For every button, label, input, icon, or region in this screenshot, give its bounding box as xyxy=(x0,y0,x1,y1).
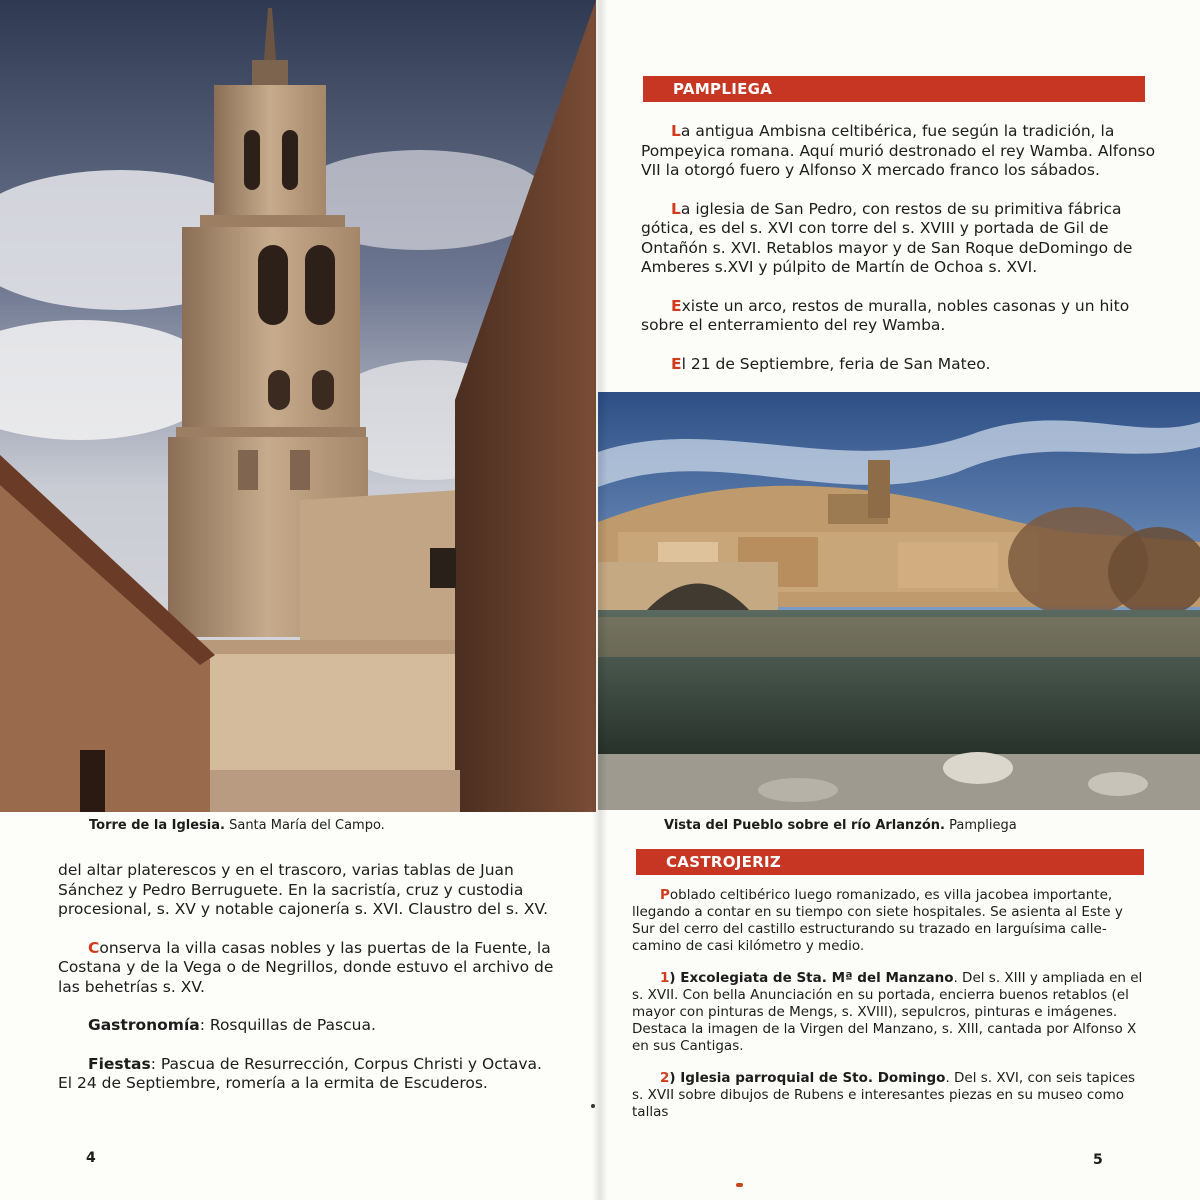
list-item: 1) Excolegiata de Sta. Mª del Manzano. Del s. XIII y ampliada en el s. XVII. Con bella Anunciación en su portada, encierra buenos retablos (el mayor con pinturas de Mengs, s. XVIII), sepulcros, pinturas e imágenes. Destaca la imagen de la Virgen del Manzano, s. XIII, cantada por Alfonso X en sus Cantigas. xyxy=(632,970,1143,1054)
left-body-text xyxy=(58,861,558,1113)
village-river-caption xyxy=(664,818,1017,834)
paragraph: Existe un arco, restos de muralla, nobles casonas y un hito sobre el enterramiento del rey Wamba. xyxy=(641,296,1130,334)
paragraph: del altar platerescos y en el trascoro, varias tablas de Juan Sánchez y Pedro Berruguete. En la sacristía, cruz y custodia procesional, s. XV y notable cajonería s. XVI. Claustro del s. XV. xyxy=(58,861,549,918)
page-gutter xyxy=(592,0,608,1200)
caption-text: Santa María del Campo. xyxy=(224,818,385,833)
caption-text: Pampliega xyxy=(944,818,1017,833)
print-speck xyxy=(591,1104,595,1108)
church-tower-caption xyxy=(89,818,385,834)
paragraph: La antigua Ambisna celtibérica, fue según la tradición, la Pompeyica romana. Aquí murió destronado el rey Wamba. Alfonso VII la otorgó fuero y Alfonso X mercado franco los sábados. xyxy=(641,122,1156,179)
gastronomy-paragraph: Gastronomía: Rosquillas de Pascua. xyxy=(88,1016,376,1034)
paragraph: Poblado celtibérico luego romanizado, es villa jacobea importante, llegando a contar en su tiempo con siete hospitales. Se asienta al Este y Sur del cerro del castillo estructurando su trazado en larguísima calle-camino de casi kilómetro y medio. xyxy=(632,887,1123,954)
village-river-illustration xyxy=(598,392,1200,810)
page-number: 4 xyxy=(86,1150,96,1166)
paragraph: El 21 de Septiembre, feria de San Mateo. xyxy=(671,354,991,373)
caption-bold: Vista del Pueblo sobre el río Arlanzón. xyxy=(664,818,945,833)
pampliega-body-text xyxy=(641,122,1161,393)
fiestas-paragraph: Fiestas: Pascua de Resurrección, Corpus Christi y Octava. El 24 de Septiembre, romería a la ermita de Escuderos. xyxy=(58,1054,542,1092)
caption-bold: Torre de la Iglesia. xyxy=(89,818,225,833)
section-title-pampliega: PAMPLIEGA xyxy=(643,76,1145,102)
initial-cap: C xyxy=(88,938,100,957)
castrojeriz-body-text xyxy=(632,887,1144,1136)
paragraph: La iglesia de San Pedro, con restos de su primitiva fábrica gótica, es del s. XVI con torre del s. XVIII y portada de Gil de Ontañón s. XVI. Retablos mayor y de San Roque deDomingo de Amberes s.XVI y púlpito de Martín de Ochoa s. XVI. xyxy=(641,199,1133,276)
church-tower-photo xyxy=(0,0,596,812)
page-number: 5 xyxy=(1093,1152,1103,1168)
village-river-photo xyxy=(598,392,1200,810)
section-title-castrojeriz: CASTROJERIZ xyxy=(636,849,1144,875)
church-tower-illustration xyxy=(0,0,596,812)
paragraph: Conserva la villa casas nobles y las puertas de la Fuente, la Costana y de la Vega o de Negrillos, donde estuvo el archivo de las behetrías s. XV. xyxy=(58,938,554,996)
list-item: 2) Iglesia parroquial de Sto. Domingo. Del s. XVI, con seis tapices s. XVII sobre dibujos de Rubens e interesantes piezas en su museo como tallas xyxy=(632,1070,1136,1120)
print-speck xyxy=(736,1183,743,1187)
